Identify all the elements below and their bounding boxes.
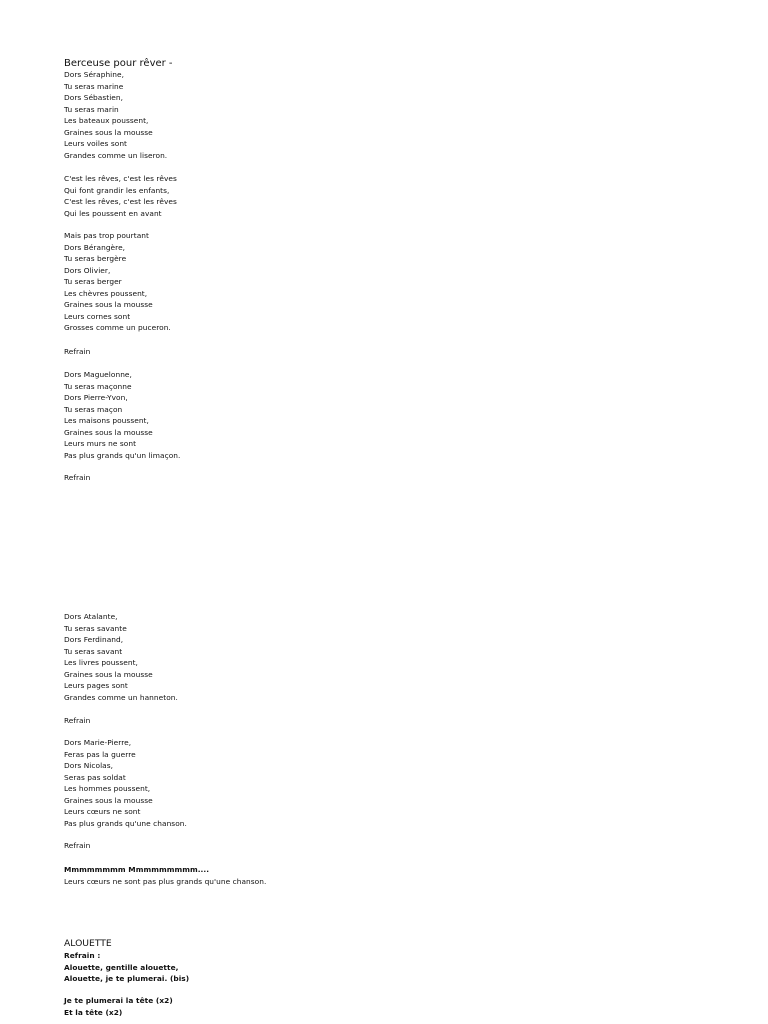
lyric-line: Dors Bérangère, [64, 242, 126, 252]
lyric-line: Alouette, je te plumerai. (bis) [64, 974, 190, 983]
lyric-line: Et la tête (x2) [64, 1007, 123, 1017]
lyric-line: Dors Sébastien, [64, 93, 124, 102]
refrain-label: Refrain [64, 347, 91, 356]
lyric-line: Leurs cornes sont [64, 311, 131, 321]
lyric-line: Les livres poussent, [64, 658, 138, 667]
lyric-line: Les bateaux poussent, [64, 116, 149, 125]
lyric-line: Graines sous la mousse [64, 669, 153, 679]
alouette-refrain [64, 950, 189, 985]
lyric-line: Grandes comme un hanneton. [64, 692, 178, 702]
lyric-line: Leurs cœurs ne sont pas plus grands qu'une chanson. [64, 876, 267, 886]
lyric-line: Seras pas soldat [64, 772, 126, 782]
verse-5 [64, 737, 187, 829]
lyric-line: Pas plus grands qu'une chanson. [64, 818, 187, 828]
lyric-line: Dors Marie-Pierre, [64, 738, 132, 747]
lyric-line: Tu seras bergère [64, 254, 127, 263]
lyric-line: Les chèvres poussent, [64, 288, 148, 298]
verse-1 [64, 69, 167, 161]
lyric-line: C'est les rêves, c'est les rêves [64, 197, 177, 206]
lyric-line: Tu seras maçonne [64, 381, 132, 391]
lyric-line: Mais pas trop pourtant [64, 231, 149, 240]
refrain-label: Refrain [64, 841, 91, 850]
verse-2 [64, 230, 171, 334]
song-title: ALOUETTE [64, 938, 112, 949]
lyric-line: Je te plumerai la tête (x2) [64, 996, 173, 1005]
lyric-line: Graines sous la mousse [64, 127, 153, 137]
lyric-line: Tu seras savante [64, 623, 127, 633]
alouette-verse-1 [64, 995, 173, 1018]
lyric-line: Tu seras berger [64, 277, 122, 286]
lyric-line: Dors Nicolas, [64, 761, 114, 770]
lyric-line: Mmmmmmmm Mmmmmmmmm.... [64, 865, 210, 874]
lyric-line: Graines sous la mousse [64, 795, 153, 805]
lyric-line: Leurs voiles sont [64, 139, 128, 148]
lyric-line: Alouette, gentille alouette, [64, 962, 179, 972]
verse-3 [64, 369, 180, 461]
verse-4 [64, 611, 178, 703]
lyric-line: C'est les rêves, c'est les rêves [64, 174, 177, 183]
lyric-line: Tu seras maçon [64, 404, 123, 414]
lyric-line: Dors Pierre-Yvon, [64, 393, 128, 402]
lyric-line: Grandes comme un liseron. [64, 150, 168, 160]
lyric-line: Dors Ferdinand, [64, 635, 124, 644]
lyric-line: Feras pas la guerre [64, 749, 136, 759]
lyric-line: Graines sous la mousse [64, 427, 153, 437]
refrain-label: Refrain [64, 473, 91, 482]
lyric-line: Qui les poussent en avant [64, 208, 162, 218]
refrain-label: Refrain : [64, 951, 101, 960]
lyric-line: Dors Maguelonne, [64, 370, 132, 379]
lyric-line: Les maisons poussent, [64, 416, 149, 425]
song-title: Berceuse pour rêver - [64, 58, 173, 69]
lyric-line: Dors Atalante, [64, 612, 118, 621]
lyric-line: Qui font grandir les enfants, [64, 185, 170, 195]
lyric-line: Tu seras savant [64, 646, 123, 656]
lyric-line: Leurs murs ne sont [64, 439, 137, 448]
refrain-label: Refrain [64, 716, 91, 725]
outro [64, 864, 266, 887]
lyric-line: Les hommes poussent, [64, 784, 151, 793]
lyric-line: Tu seras marin [64, 104, 119, 114]
lyric-line: Dors Séraphine, [64, 70, 125, 79]
lyric-line: Leurs cœurs ne sont [64, 807, 141, 816]
lyric-line: Graines sous la mousse [64, 300, 153, 309]
lyric-line: Tu seras marine [64, 81, 124, 91]
lyric-line: Dors Olivier, [64, 265, 111, 275]
chorus [64, 173, 177, 219]
lyric-line: Pas plus grands qu'un limaçon. [64, 450, 181, 460]
lyric-line: Grosses comme un puceron. [64, 323, 171, 332]
lyric-line: Leurs pages sont [64, 681, 128, 690]
